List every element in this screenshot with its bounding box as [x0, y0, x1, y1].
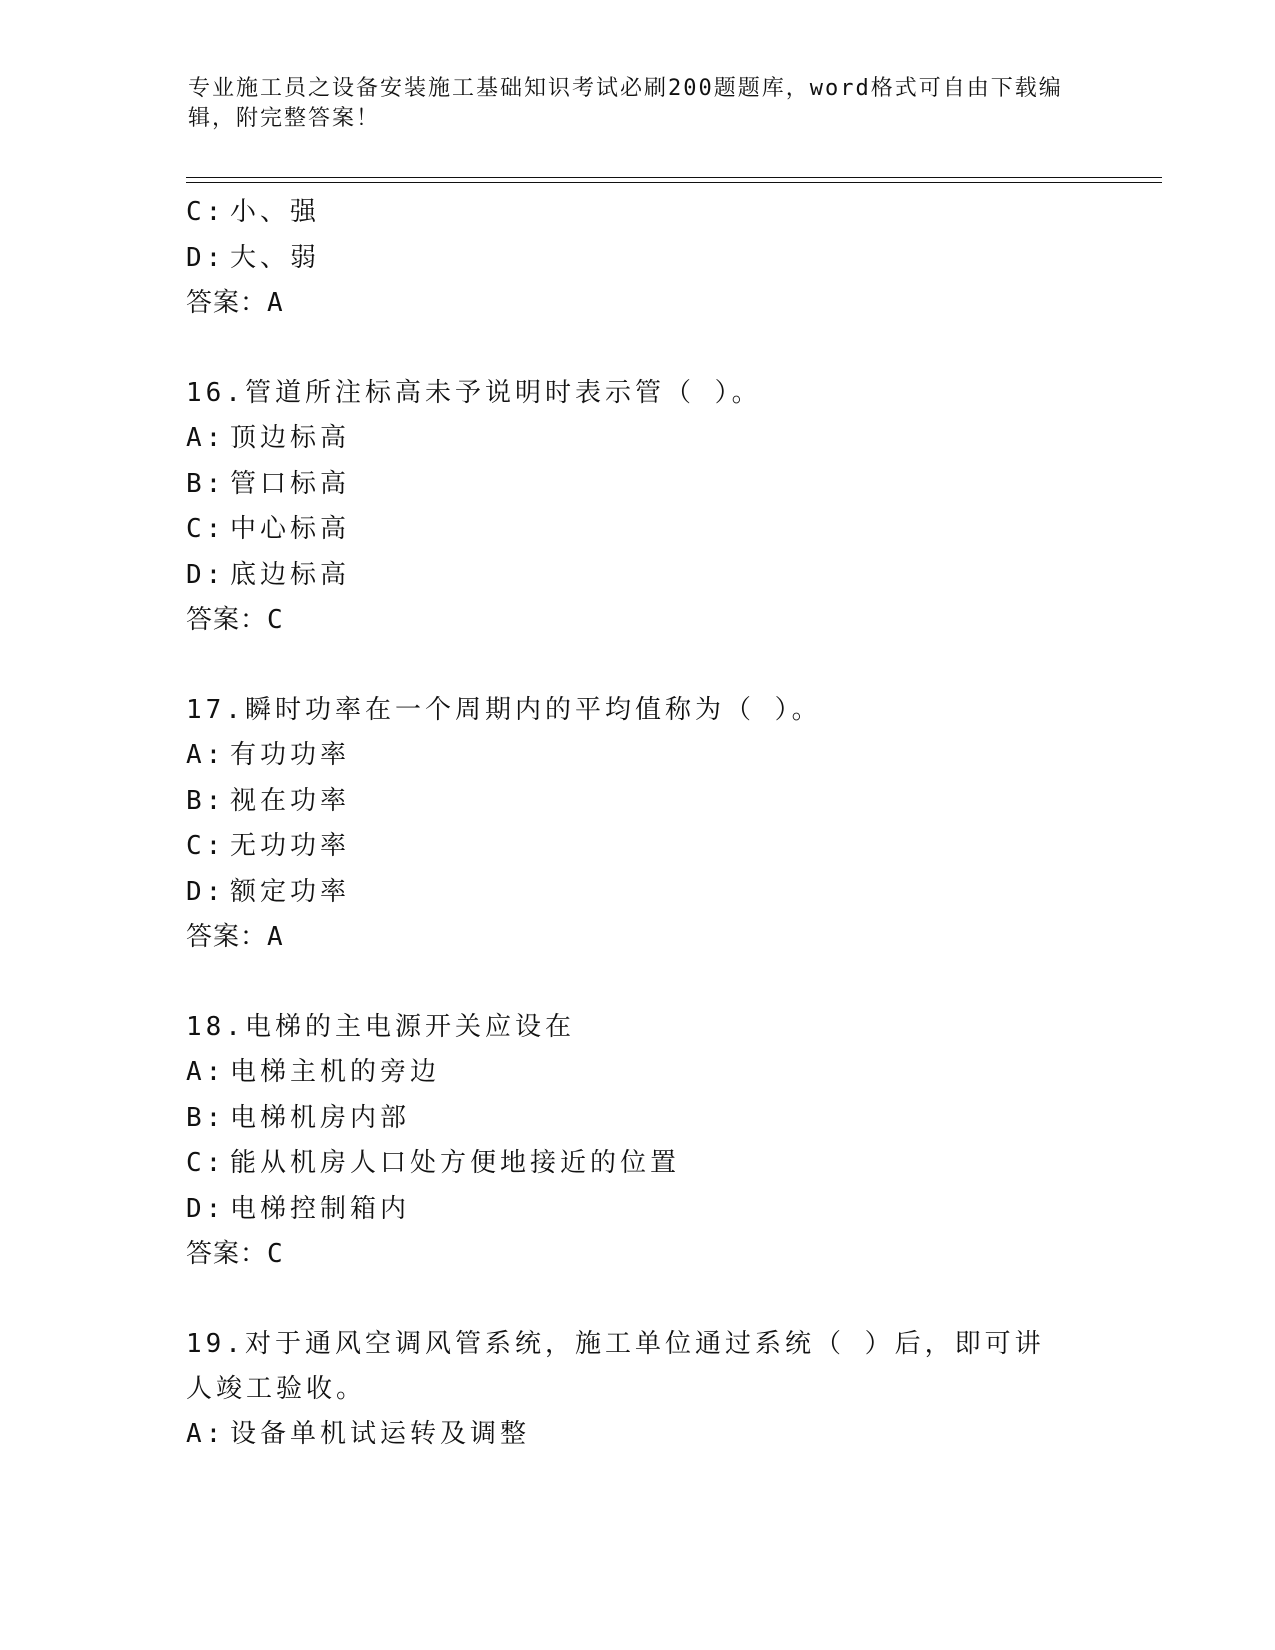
spacer [186, 1278, 1106, 1322]
option-c [186, 1141, 1106, 1187]
answer-label: 答案： [186, 922, 268, 952]
option-text: 额定功率 [230, 876, 351, 907]
answer-value: A [267, 922, 284, 952]
option-b [186, 462, 1106, 508]
option-label: B: [186, 1102, 226, 1133]
answer-value: C [267, 605, 284, 635]
question-text: 17.瞬时功率在一个周期内的平均值称为（ ）。 [186, 694, 822, 725]
option-d [186, 553, 1106, 599]
question-18 [186, 1005, 1106, 1278]
option-text: 底边标高 [230, 559, 351, 590]
option-c [186, 190, 1106, 236]
option-label: D: [186, 242, 226, 273]
option-label: A: [186, 1057, 226, 1087]
option-c [186, 824, 1106, 870]
option-label: D: [186, 559, 226, 590]
option-text: 小、强 [230, 197, 321, 227]
option-label: A: [186, 423, 226, 453]
option-a [186, 1050, 1106, 1096]
option-a [186, 1412, 1106, 1458]
option-label: A: [186, 1418, 226, 1449]
question-17 [186, 688, 1106, 961]
question-list [186, 190, 1106, 1457]
document-title: 专业施工员之设备安装施工基础知识考试必刷200题题库，word格式可自由下载编辑，附完整答案！ [188, 76, 1063, 131]
option-label: C: [186, 831, 226, 861]
option-label: B: [186, 785, 226, 816]
question-15-continued [186, 190, 1106, 327]
option-d [186, 1187, 1106, 1233]
option-label: C: [186, 1148, 226, 1178]
answer-line [186, 598, 1106, 644]
option-text: 电梯控制箱内 [230, 1193, 411, 1224]
option-text: 大、弱 [230, 242, 321, 273]
question-19 [186, 1322, 1106, 1458]
option-text: 有功功率 [230, 740, 351, 770]
question-text: 19.对于通风空调风管系统，施工单位通过系统（ ）后，即可讲人竣工验收。 [186, 1328, 1045, 1404]
answer-line [186, 281, 1106, 327]
option-text: 能从机房人口处方便地接近的位置 [230, 1148, 681, 1178]
spacer [186, 327, 1106, 371]
answer-label: 答案： [186, 1239, 268, 1269]
question-16 [186, 371, 1106, 644]
question-text: 18.电梯的主电源开关应设在 [186, 1011, 575, 1042]
option-text: 电梯机房内部 [230, 1102, 411, 1133]
option-text: 管口标高 [230, 468, 351, 499]
option-text: 无功功率 [230, 831, 351, 861]
option-text: 电梯主机的旁边 [230, 1057, 441, 1087]
option-c [186, 507, 1106, 553]
option-label: D: [186, 876, 226, 907]
option-label: C: [186, 514, 226, 544]
option-label: D: [186, 1193, 226, 1224]
answer-value: A [267, 288, 284, 318]
answer-label: 答案： [186, 288, 268, 318]
header-double-rule [186, 177, 1162, 183]
option-text: 中心标高 [230, 514, 351, 544]
option-text: 视在功率 [230, 785, 351, 816]
option-a [186, 733, 1106, 779]
option-b [186, 1096, 1106, 1142]
option-label: B: [186, 468, 226, 499]
spacer [186, 961, 1106, 1005]
question-text: 16.管道所注标高未予说明时表示管（ ）。 [186, 377, 762, 408]
option-b [186, 779, 1106, 825]
option-d [186, 870, 1106, 916]
option-text: 设备单机试运转及调整 [230, 1418, 531, 1449]
answer-line [186, 1232, 1106, 1278]
option-label: C: [186, 197, 226, 227]
answer-line [186, 915, 1106, 961]
spacer [186, 644, 1106, 688]
option-d [186, 236, 1106, 282]
document-header [188, 74, 1088, 134]
answer-label: 答案： [186, 605, 268, 635]
option-text: 顶边标高 [230, 423, 351, 453]
option-a [186, 416, 1106, 462]
option-label: A: [186, 740, 226, 770]
answer-value: C [267, 1239, 284, 1269]
